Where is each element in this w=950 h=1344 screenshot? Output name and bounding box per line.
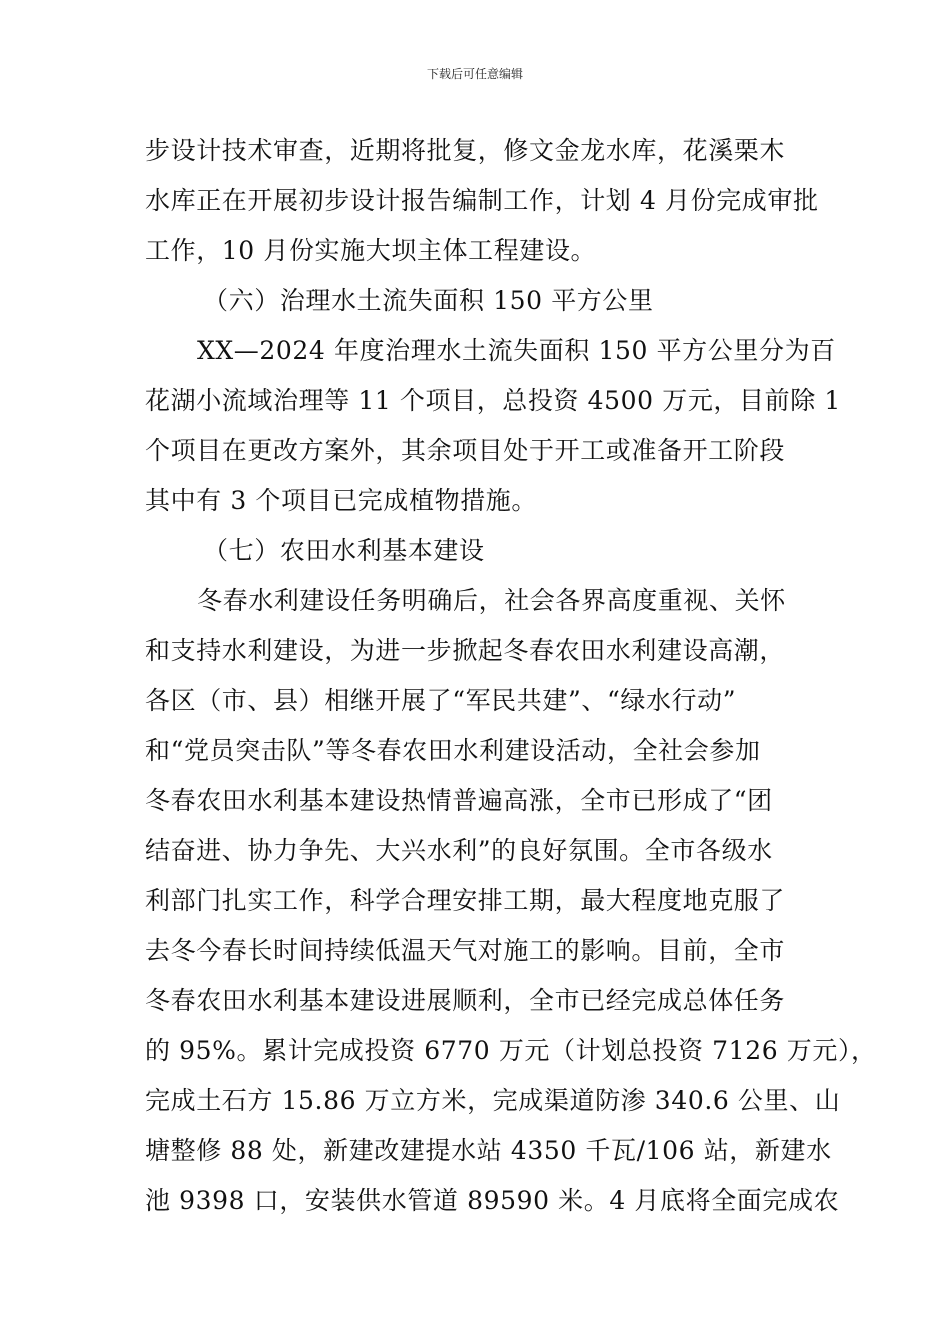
text-line: 和“党员突击队”等冬春农田水利建设活动，全社会参加 [145, 736, 761, 765]
paragraph-first-line: 冬春水利建设任务明确后，社会各界高度重视、关怀 [197, 586, 786, 615]
text-line: 去冬今春长时间持续低温天气对施工的影响。目前，全市 [145, 936, 786, 965]
section-heading-7: （七）农田水利基本建设 [203, 536, 485, 565]
text-line: 花湖小流域治理等 11 个项目，总投资 4500 万元，目前除 1 [145, 386, 841, 415]
text-line: 步设计技术审查，近期将批复，修文金龙水库，花溪栗木 [145, 136, 786, 165]
text-line: 利部门扎实工作，科学合理安排工期，最大程度地克服了 [145, 886, 786, 915]
paragraph-first-line: XX—2024 年度治理水土流失面积 150 平方公里分为百 [197, 336, 836, 365]
text-line: 完成土石方 15.86 万立方米，完成渠道防渗 340.6 公里、山 [145, 1086, 841, 1115]
text-line: 工作，10 月份实施大坝主体工程建设。 [145, 236, 597, 265]
page-header: 下载后可任意编辑 [426, 67, 523, 81]
section-heading-6: （六）治理水土流失面积 150 平方公里 [203, 286, 654, 315]
text-line: 个项目在更改方案外，其余项目处于开工或准备开工阶段 [145, 436, 786, 465]
text-line: 塘整修 88 处，新建改建提水站 4350 千瓦/106 站，新建水 [145, 1136, 832, 1165]
text-line: 和支持水利建设，为进一步掀起冬春农田水利建设高潮， [145, 636, 786, 665]
text-line: 池 9398 口，安装供水管道 89590 米。4 月底将全面完成农 [145, 1186, 840, 1215]
text-line: 的 95%。累计完成投资 6770 万元（计划总投资 7126 万元）， [145, 1036, 877, 1065]
text-line: 其中有 3 个项目已完成植物措施。 [145, 486, 538, 515]
text-line: 各区（市、县）相继开展了“军民共建”、“绿水行动” [145, 686, 737, 715]
text-line: 结奋进、协力争先、大兴水利”的良好氛围。全市各级水 [145, 836, 773, 865]
text-line: 水库正在开展初步设计报告编制工作，计划 4 月份完成审批 [145, 186, 819, 215]
text-line: 冬春农田水利基本建设进展顺利，全市已经完成总体任务 [145, 986, 786, 1015]
document-body [145, 126, 877, 1226]
text-line: 冬春农田水利基本建设热情普遍高涨，全市已形成了“团 [145, 786, 773, 815]
